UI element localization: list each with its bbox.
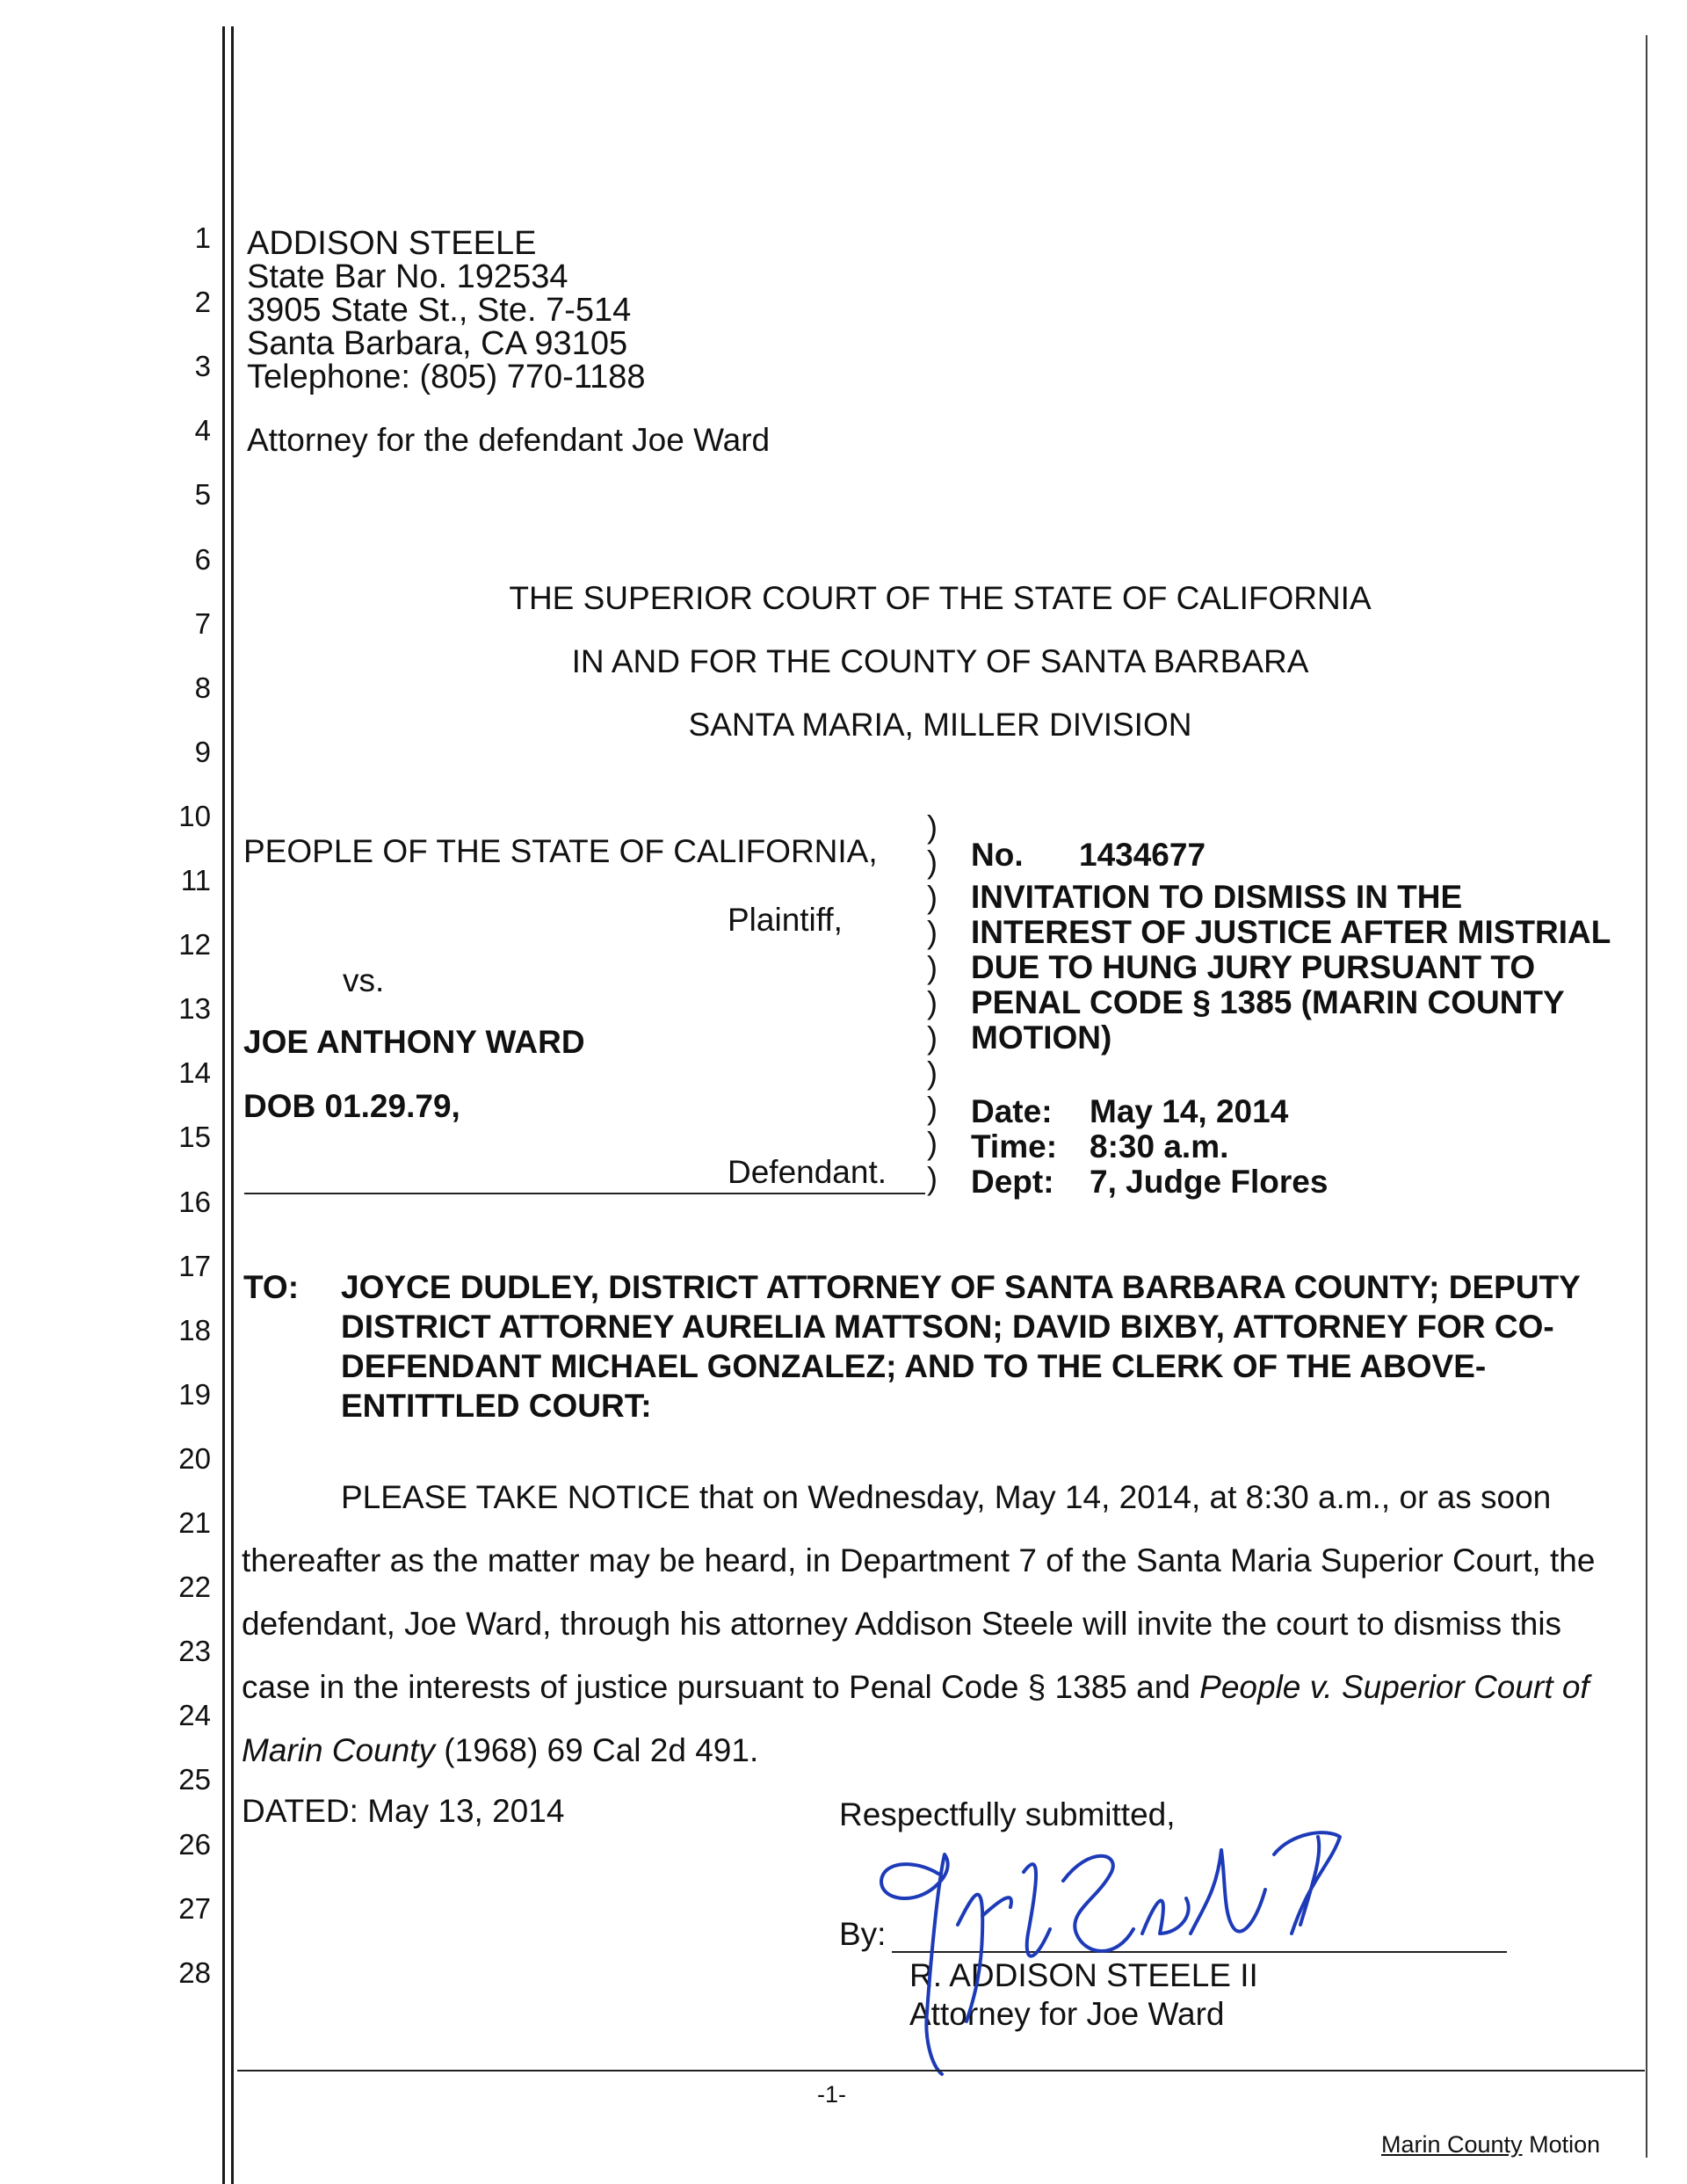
caption-dob: DOB 01.29.79,: [243, 1088, 460, 1124]
hearing-date-label: Date:: [971, 1093, 1053, 1129]
case-number: 1434677: [1079, 837, 1206, 873]
case-number-label: No.: [971, 837, 1024, 873]
footer-doc-title-underlined: Marin County: [1381, 2131, 1523, 2158]
line-number: 9: [194, 735, 211, 768]
line-number: 18: [178, 1313, 211, 1346]
footer-doc-title-rest: Motion: [1522, 2131, 1601, 2158]
line-number: 2: [194, 286, 211, 319]
line-number: 8: [194, 671, 211, 704]
attorney-telephone: Telephone: (805) 770-1188: [247, 359, 646, 395]
notice-line4-text: case in the interests of justice pursuant to Penal Code § 1385 and: [242, 1669, 1200, 1705]
line-number: 20: [178, 1441, 211, 1475]
notice-line3: defendant, Joe Ward, through his attorney Addison Steele will invite the court to dismiss this: [242, 1606, 1562, 1642]
notice-line5-text: (1968) 69 Cal 2d 491.: [435, 1732, 759, 1768]
line-number: 26: [178, 1827, 211, 1861]
hearing-time-label: Time:: [971, 1128, 1058, 1165]
caption-paren: ): [927, 949, 938, 985]
line-number: 23: [178, 1635, 211, 1668]
line-number: 21: [178, 1506, 211, 1539]
motion-title-line3: DUE TO HUNG JURY PURSUANT TO: [971, 949, 1536, 985]
line-number: 10: [178, 799, 211, 832]
attorney-bar-number: State Bar No. 192534: [247, 258, 568, 295]
caption-paren: ): [927, 1090, 938, 1126]
to-line1: JOYCE DUDLEY, DISTRICT ATTORNEY OF SANTA BARBARA COUNTY; DEPUTY: [341, 1269, 1581, 1305]
line-number: 28: [178, 1955, 211, 1989]
footer-rule: [237, 2070, 1645, 2072]
line-number: 14: [178, 1056, 211, 1090]
motion-title-line4: PENAL CODE § 1385 (MARIN COUNTY: [971, 984, 1565, 1020]
line-number: 25: [178, 1763, 211, 1796]
notice-line2: thereafter as the matter may be heard, in Department 7 of the Santa Maria Superior Court, the: [242, 1542, 1596, 1578]
attorney-name: ADDISON STEELE: [247, 225, 537, 262]
court-heading-line2: IN AND FOR THE COUNTY OF SANTA BARBARA: [571, 643, 1309, 679]
to-label: TO:: [243, 1269, 300, 1305]
to-line3: DEFENDANT MICHAEL GONZALEZ; AND TO THE CLERK OF THE ABOVE-: [341, 1348, 1487, 1384]
page-number: -1-: [817, 2081, 846, 2108]
line-number: 7: [194, 606, 211, 640]
footer-doc-title: [1381, 2131, 1600, 2159]
caption-paren: ): [927, 844, 938, 880]
line-number: 6: [194, 542, 211, 576]
hearing-dept: 7, Judge Flores: [1090, 1164, 1329, 1200]
hearing-date: May 14, 2014: [1090, 1093, 1289, 1129]
caption-paren: ): [927, 1160, 938, 1196]
respectfully-submitted: Respectfully submitted,: [839, 1796, 1176, 1832]
case-citation-county: Marin County: [242, 1732, 436, 1768]
motion-title-line2: INTEREST OF JUSTICE AFTER MISTRIAL: [971, 914, 1611, 950]
line-number: 16: [178, 1185, 211, 1218]
caption-paren: ): [927, 914, 938, 950]
by-label: By:: [839, 1916, 887, 1952]
signer-name: R. ADDISON STEELE II: [909, 1957, 1258, 1993]
motion-title-line5: MOTION): [971, 1019, 1112, 1056]
line-number: 15: [178, 1121, 211, 1154]
attorney-for: Attorney for the defendant Joe Ward: [247, 422, 771, 458]
attorney-address-line2: Santa Barbara, CA 93105: [247, 325, 628, 362]
caption-paren: ): [927, 984, 938, 1020]
line-number: 19: [178, 1377, 211, 1411]
line-number: 27: [178, 1891, 211, 1925]
caption-paren: ): [927, 879, 938, 915]
signer-role: Attorney for Joe Ward: [909, 1996, 1225, 2032]
line-number: 4: [194, 414, 211, 447]
hearing-dept-label: Dept:: [971, 1164, 1054, 1200]
to-line2: DISTRICT ATTORNEY AURELIA MATTSON; DAVID BIXBY, ATTORNEY FOR CO-: [341, 1309, 1554, 1345]
line-number: 1: [194, 221, 211, 254]
caption-plaintiff: PEOPLE OF THE STATE OF CALIFORNIA,: [243, 833, 878, 869]
caption-paren: ): [927, 1055, 938, 1091]
court-heading-line3: SANTA MARIA, MILLER DIVISION: [688, 707, 1192, 743]
caption-defendant: JOE ANTHONY WARD: [243, 1024, 585, 1060]
line-number: 22: [178, 1571, 211, 1604]
caption-defendant-role: Defendant.: [728, 1154, 887, 1190]
dated: DATED: May 13, 2014: [242, 1793, 565, 1829]
attorney-address-line1: 3905 State St., Ste. 7-514: [247, 292, 632, 329]
line-number: 13: [178, 992, 211, 1026]
line-number: 11: [180, 864, 211, 896]
caption-paren: ): [927, 1125, 938, 1161]
line-number: 3: [194, 350, 211, 383]
line-number: 24: [178, 1699, 211, 1732]
caption-plaintiff-role: Plaintiff,: [728, 902, 843, 938]
line-number: 12: [178, 928, 211, 961]
caption-vs: vs.: [343, 962, 385, 998]
to-line4: ENTITTLED COURT:: [341, 1388, 652, 1424]
line-number: 17: [178, 1249, 211, 1282]
caption-paren: ): [927, 809, 938, 845]
caption-paren: ): [927, 1019, 938, 1056]
case-citation: People v. Superior Court of: [1199, 1669, 1589, 1705]
court-heading-line1: THE SUPERIOR COURT OF THE STATE OF CALIFORNIA: [509, 580, 1372, 616]
notice-line1: PLEASE TAKE NOTICE that on Wednesday, May 14, 2014, at 8:30 a.m., or as soon: [341, 1479, 1552, 1515]
motion-title-line1: INVITATION TO DISMISS IN THE: [971, 879, 1463, 915]
hearing-time: 8:30 a.m.: [1090, 1128, 1229, 1165]
line-number: 5: [194, 478, 211, 512]
